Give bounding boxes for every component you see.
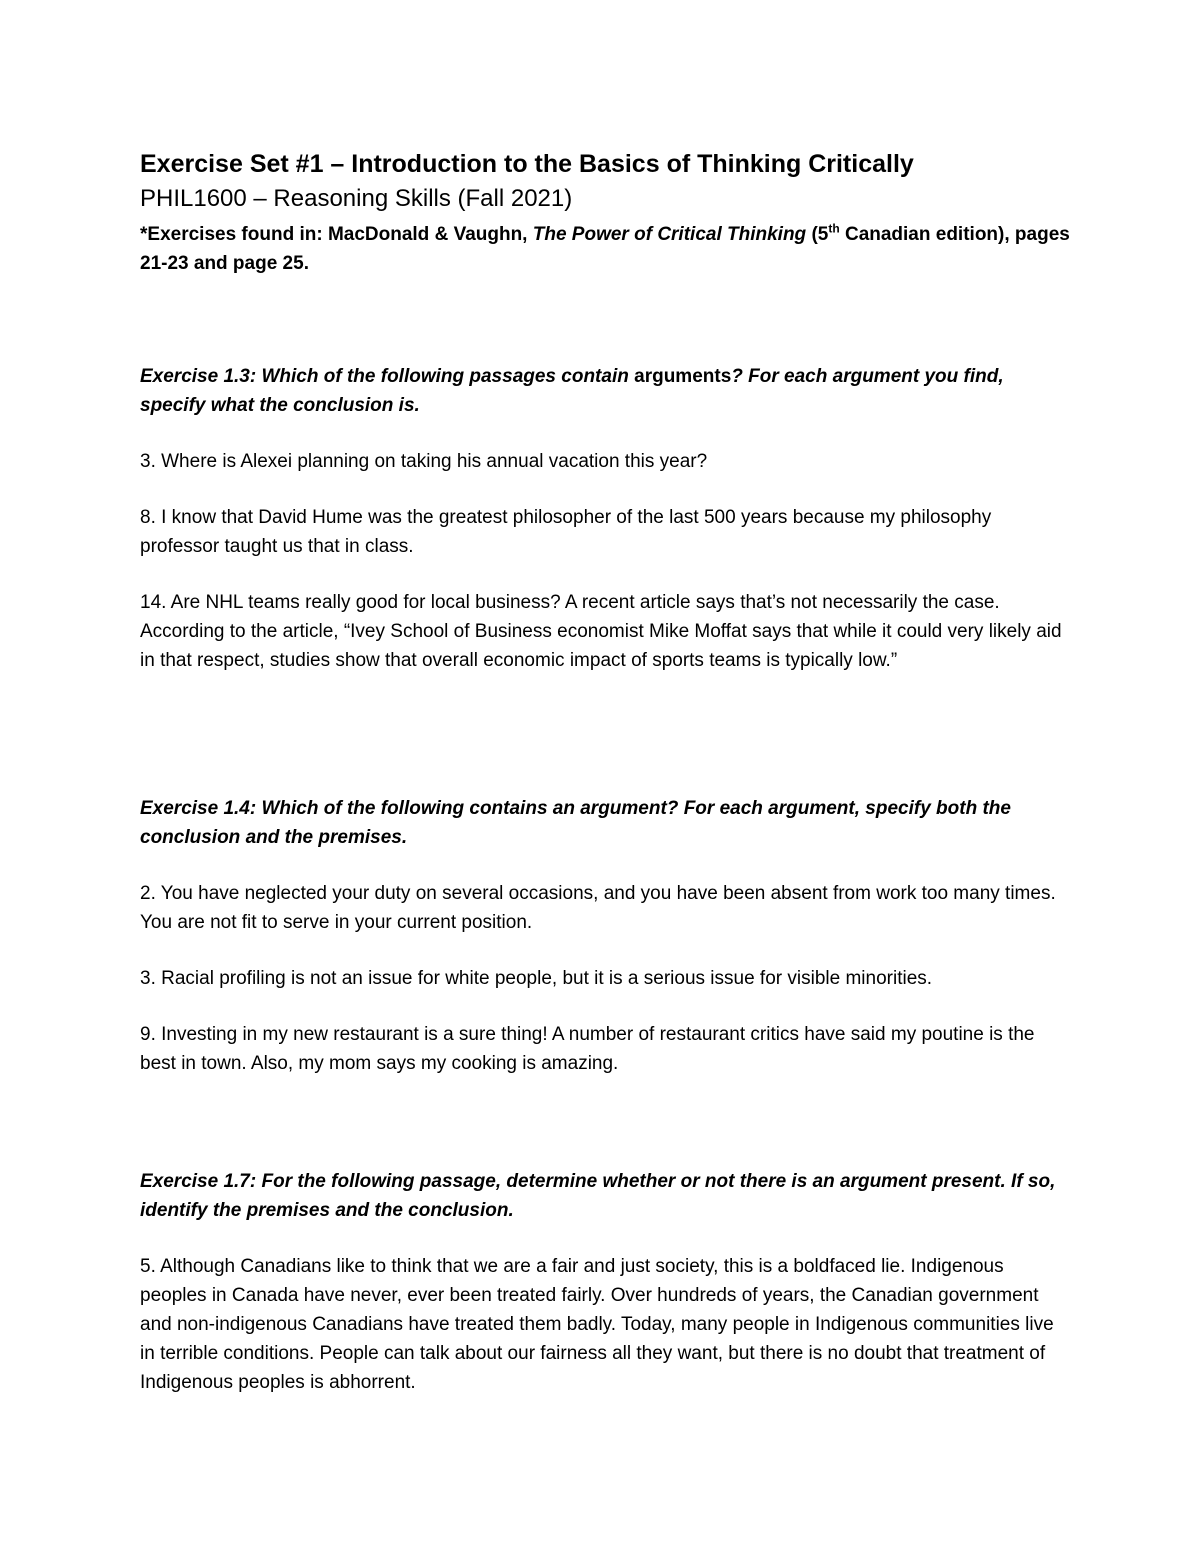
exercise-item: 2. You have neglected your duty on several occasions, and you have been absent from work too many times. You are not fit to serve in your current position. [140, 883, 1056, 933]
exercise-heading: Exercise 1.4: Which of the following contains an argument? For each argument, specify both the conclusion and the premises. [140, 798, 1011, 848]
exercise-heading-part: arguments [634, 366, 732, 387]
exercise-item: 5. Although Canadians like to think that we are a fair and just society, this is a boldfaced lie. Indigenous peoples in Canada have never, ever been treated fairly. Over hundreds of years, the Canadian government and non-indigenous Canadians have treated them badly. Today, many people in Indigenous communities live in terrible conditions. People can talk about our fairness all they want, but there is no doubt that treatment of Indigenous peoples is abhorrent. [140, 1256, 1054, 1393]
source-edition-pre: (5 [806, 224, 829, 245]
source-citation [140, 220, 1070, 278]
source-book-title: The Power of Critical Thinking [532, 224, 807, 245]
document-page [140, 148, 1070, 278]
exercise-item: 9. Investing in my new restaurant is a sure thing! A number of restaurant critics have said my poutine is the best in town. Also, my mom says my cooking is amazing. [140, 1024, 1035, 1074]
exercise-heading [140, 362, 1070, 420]
exercise-heading: Exercise 1.7: For the following passage, determine whether or not there is an argument present. If so, identify the premises and the conclusion. [140, 1171, 1056, 1221]
document-subtitle: PHIL1600 – Reasoning Skills (Fall 2021) [140, 185, 573, 212]
exercise-item: 3. Where is Alexei planning on taking his annual vacation this year? [140, 451, 708, 472]
exercise-heading-part: Exercise 1.3: Which of the following passages contain [140, 366, 635, 387]
exercise-item: 8. I know that David Hume was the greatest philosopher of the last 500 years because my philosophy professor taught us that in class. [140, 507, 992, 557]
exercise-section-1-4 [140, 794, 1070, 1078]
source-edition-post: Canadian edition), pages 21-23 and page 25. [140, 224, 1070, 274]
source-prefix: *Exercises found in: MacDonald & Vaughn, [140, 224, 533, 245]
exercise-item: 14. Are NHL teams really good for local business? A recent article says that’s not necessarily the case. According to the article, “Ivey School of Business economist Mike Moffat says that while it could very likely aid in that respect, studies show that overall economic impact of sports teams is typically low.” [140, 592, 1062, 671]
source-edition-sup: th [828, 221, 840, 236]
exercise-heading-part: ? For each argument you find, specify what the conclusion is. [140, 366, 1004, 416]
document-title: Exercise Set #1 – Introduction to the Basics of Thinking Critically [140, 150, 914, 178]
exercise-item: 3. Racial profiling is not an issue for white people, but it is a serious issue for visible minorities. [140, 968, 933, 989]
exercise-section-1-7 [140, 1167, 1070, 1397]
exercise-section-1-3 [140, 362, 1070, 675]
